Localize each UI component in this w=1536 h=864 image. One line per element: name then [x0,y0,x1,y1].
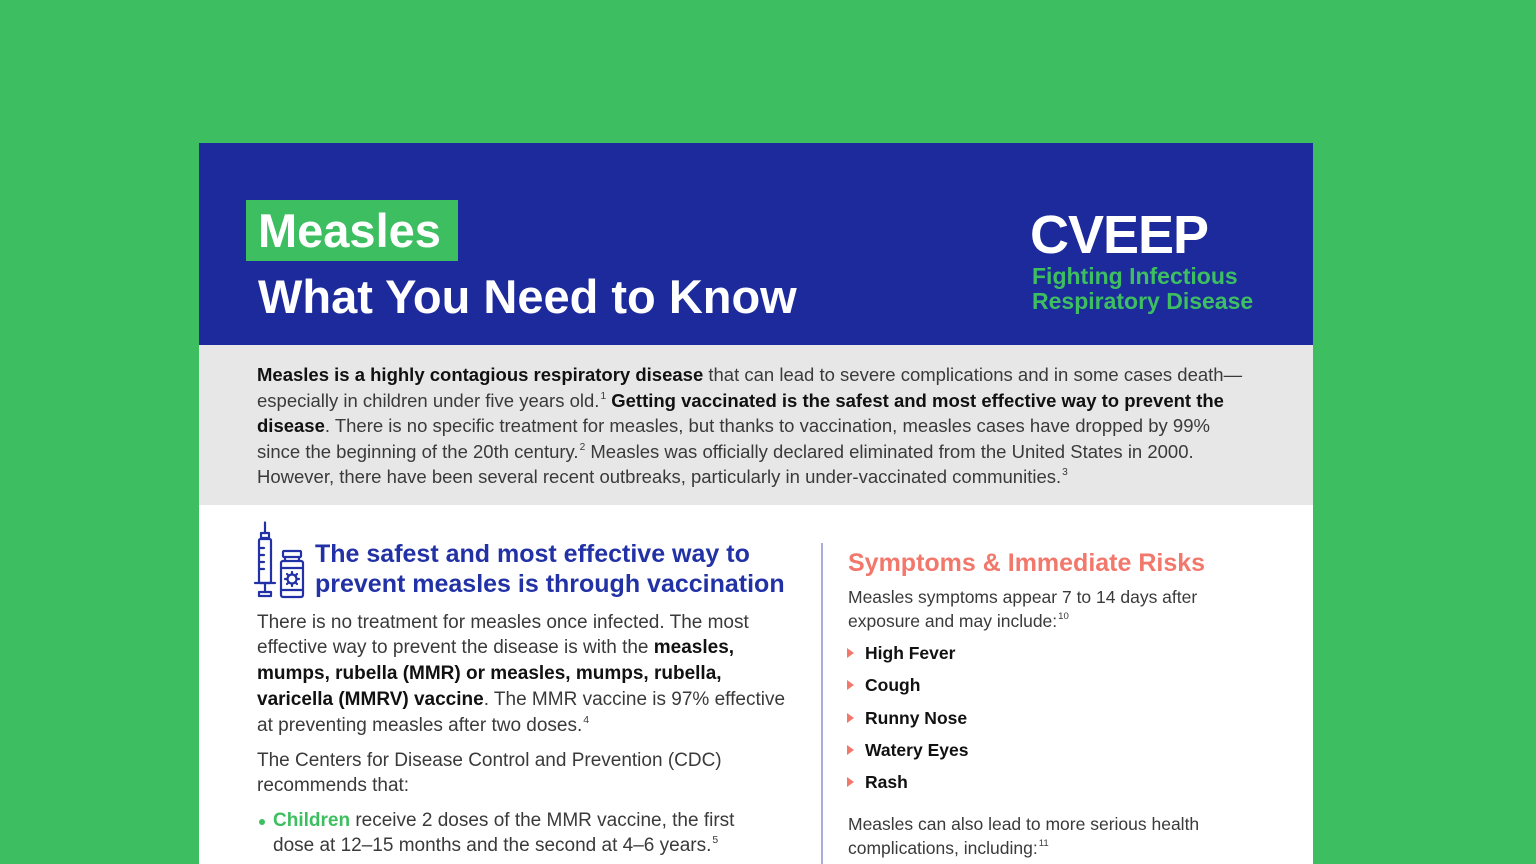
logo-tagline-line: Respiratory Disease [1032,287,1254,314]
page-title: What You Need to Know [258,270,797,323]
intro-text: However, there have been several recent outbreaks, particularly in under-vaccinated communities. [257,466,1062,487]
symptoms-heading: Symptoms & Immediate Risks [848,549,1206,577]
bullet-line [273,833,734,859]
symptoms-intro [848,586,1197,633]
footnote-ref: 3 [1062,467,1068,479]
vaccination-heading-line: prevent measles is through vaccination [315,570,785,598]
symptom-label: High Fever [865,643,956,663]
logo-wordmark: CVEEP [1030,205,1209,265]
paragraph-line [257,635,785,661]
paragraph-text: at preventing measles after two doses. [257,714,583,736]
intro-bold-text: Measles is a highly contagious respiratory disease [257,364,704,385]
footnote-ref: 2 [579,441,586,453]
complications-text: Measles can also lead to more serious health [848,814,1200,834]
intro-text: that can lead to severe complications and in some cases death— [703,364,1243,385]
fact-sheet [199,143,1313,864]
intro-line [257,388,1242,414]
bullet-lead: Children [273,809,351,831]
syringe-icon [255,523,275,597]
vial-icon [281,551,303,597]
symptom-label: Runny Nose [865,707,968,728]
paragraph-line [257,661,785,687]
intro-line [257,464,1242,490]
intro-bold-text: disease [257,415,325,436]
paragraph-line [257,687,785,713]
footnote-ref: 5 [712,835,719,847]
column-divider [821,543,823,864]
recommendation-bullet [257,808,734,860]
logo-tagline-line: Fighting Infectious [1032,263,1238,289]
vaccination-heading-line: The safest and most effective way to [315,540,750,568]
bullet-dot-icon [259,819,265,825]
intro-line [257,413,1242,439]
intro-band [199,345,1313,505]
intro-text: Measles was officially declared eliminated from the United States in 2000. [585,440,1194,462]
footnote-ref: 11 [1038,838,1049,850]
triangle-right-icon [847,777,854,787]
logo-tagline [1032,264,1253,313]
paragraph-bold-text: mumps, rubella (MMR) or measles, mumps, rubella, [257,663,722,684]
intro-line [257,439,1242,465]
symptoms-intro-text: Measles symptoms appear 7 to 14 days after [848,587,1198,607]
complications-text: complications, including: [848,837,1038,858]
syringe-vial-icon [252,521,306,599]
complications-intro [848,813,1199,860]
footnote-ref: 1 [600,390,607,402]
paragraph-bold-text: varicella (MMRV) vaccine [257,688,484,710]
list-item [847,669,968,701]
triangle-right-icon [847,713,854,723]
cdc-recommendation [257,748,722,800]
complications-line [848,813,1199,837]
header-banner [199,143,1313,345]
intro-line [257,362,1242,388]
intro-text: since the beginning of the 20th century. [257,440,579,462]
vaccination-paragraph [257,610,785,739]
bullet-text: dose at 12–15 months and the second at 4–6 years. [273,835,712,857]
bullet-text: receive 2 doses of the MMR vaccine, the first [350,809,735,831]
paragraph-line [257,610,785,636]
cdc-line: recommends that: [257,775,410,797]
paragraph-text: There is no treatment for measles once infected. The most [257,611,749,633]
paragraph-text: effective way to prevent the disease is with the [257,637,654,659]
cdc-line: The Centers for Disease Control and Prevention (CDC) [257,749,722,771]
symptoms-list [847,637,968,798]
triangle-right-icon [847,680,854,690]
bullet-line [273,808,734,834]
list-item [847,766,968,798]
vaccination-heading [315,539,785,599]
title-badge-text: Measles [258,204,441,257]
footnote-ref: 4 [583,714,590,726]
symptom-label: Cough [865,675,921,696]
symptom-label: Watery Eyes [865,739,969,760]
paragraph-bold-text: measles, [653,637,735,659]
symptoms-intro-line [848,610,1197,634]
triangle-right-icon [847,648,854,658]
list-item [847,702,968,734]
list-item [847,734,968,766]
intro-bold-text: Getting vaccinated is the safest and most effective way to prevent the [606,389,1224,411]
symptom-label: Rash [865,772,908,793]
symptoms-intro-line [848,586,1197,610]
intro-text: especially in children under five years old. [257,389,600,411]
footnote-ref: 10 [1058,611,1069,623]
paragraph-text: . The MMR vaccine is 97% effective [483,688,786,710]
triangle-right-icon [847,745,854,755]
complications-line [848,837,1199,861]
cveep-logo [199,143,1313,345]
paragraph-line [257,713,785,739]
intro-paragraph [257,362,1242,490]
intro-text: . There is no specific treatment for measles, but thanks to vaccination, measles cases have dropped by 99% [324,415,1210,436]
list-item [847,637,968,669]
symptoms-intro-text: exposure and may include: [848,610,1058,631]
